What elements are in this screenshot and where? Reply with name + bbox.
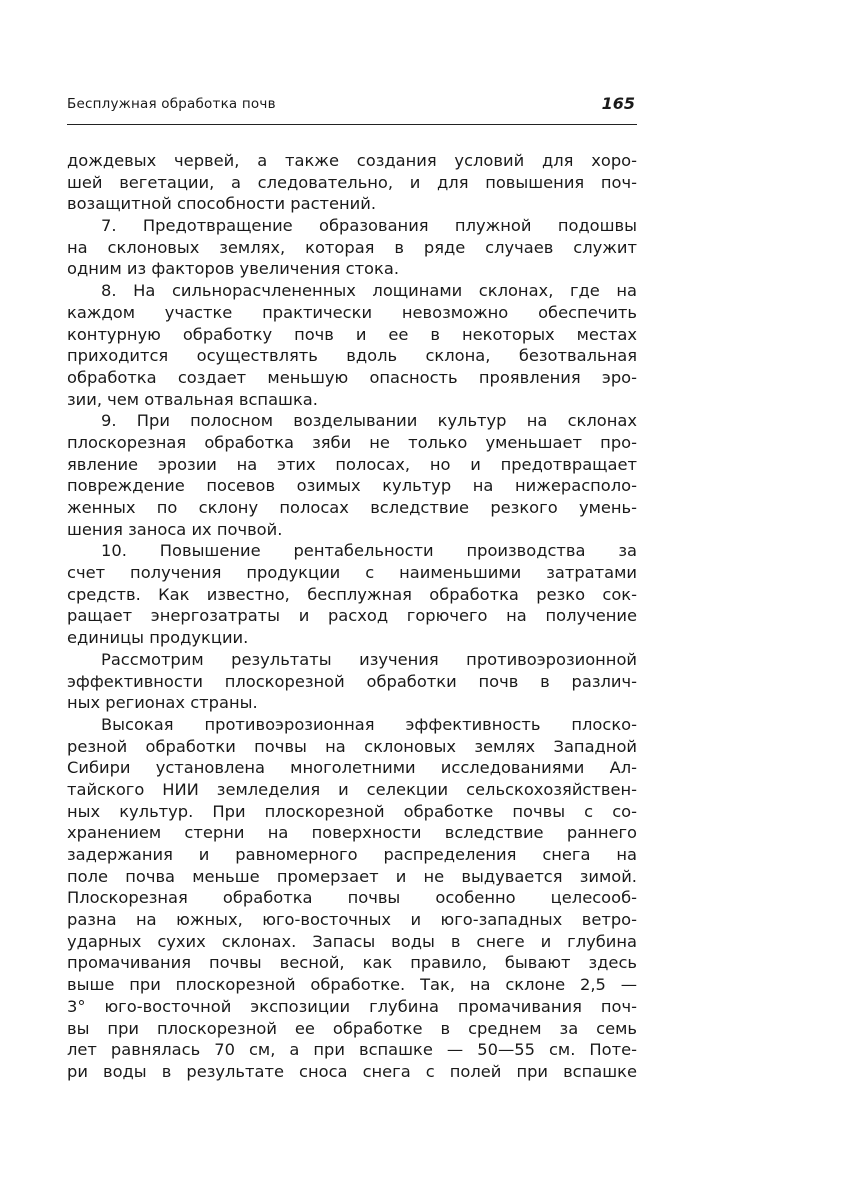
text-line: средств. Как известно, бесплужная обработка резко сок- [67,584,637,604]
text-line: ри воды в результате сноса снега с полей при вспашке [67,1061,637,1081]
text-line: 10. Повышение рентабельности производства за [101,541,637,561]
text-line: Сибири установлена многолетними исследованиями Ал- [67,758,637,778]
text-line: повреждение посевов озимых культур на нижерасполо- [67,476,637,496]
text-line: поле почва меньше промерзает и не выдувается зимой. [67,866,637,886]
text-line: тайского НИИ земледелия и селекции сельскохозяйствен- [67,779,637,799]
text-line: ращает энергозатраты и расход горючего на получение [67,606,637,626]
text-line: женных по склону полосах вследствие резкого умень- [67,498,637,517]
text-line: промачивания почвы весной, как правило, бывают здесь [67,953,637,973]
text-line: резной обработки почвы на склоновых землях Западной [67,736,637,756]
text-line: вы при плоскорезной ее обработке в среднем за семь [67,1018,637,1038]
text-line: счет получения продукции с наименьшими затратами [67,563,637,583]
text-line: ных культур. При плоскорезной обработке почвы с со- [67,801,637,821]
text-line: плоскорезная обработка зяби не только уменьшает про- [67,432,637,452]
body-text [67,150,637,1083]
page-number: 165 [601,94,635,113]
text-line: 9. При полосном возделывании культур на склонах [101,411,637,431]
text-line: шения заноса их почвой. [67,519,283,539]
text-line: дождевых червей, а также создания условий для хоро- [67,151,637,170]
text-line: задержания и равномерного распределения снега на [67,845,637,864]
text-line: лет равнялась 70 см, а при вспашке — 50—55 см. Поте- [67,1040,637,1060]
text-line: на склоновых землях, которая в ряде случаев служит [67,237,637,257]
text-line: Плоскорезная обработка почвы особенно целесооб- [67,888,637,908]
page-header [67,94,637,125]
text-line: выше при плоскорезной обработке. Так, на склоне 2,5 — [67,975,637,995]
text-line: хранением стерни на поверхности вследствие раннего [67,823,637,843]
text-line: шей вегетации, а следовательно, и для повышения поч- [67,172,637,192]
text-line: зии, чем отвальная вспашка. [67,389,318,409]
text-line: Рассмотрим результаты изучения противоэрозионной [101,649,637,669]
text-line: 3° юго-восточной экспозиции глубина промачивания поч- [67,996,637,1016]
text-line: разна на южных, юго-восточных и юго-западных ветро- [67,910,637,930]
text-line: единицы продукции. [67,628,249,648]
text-line: одним из факторов увеличения стока. [67,259,400,279]
text-line: 7. Предотвращение образования плужной подошвы [101,216,637,236]
text-line: обработка создает меньшую опасность проявления эро- [67,367,637,387]
text-line: ударных сухих склонах. Запасы воды в снеге и глубина [67,931,637,951]
text-line: приходится осуществлять вдоль склона, безотвальная [67,346,637,366]
text-line: каждом участке практически невозможно обеспечить [67,302,637,322]
text-line: 8. На сильнорасчлененных лощинами склонах, где на [101,281,637,301]
running-title: Бесплужная обработка почв [67,96,276,112]
text-line: эффективности плоскорезной обработки почв в различ- [67,671,637,691]
text-line: контурную обработку почв и ее в некоторых местах [67,324,637,344]
text-line: ных регионах страны. [67,693,258,713]
text-line: Высокая противоэрозионная эффективность плоско- [101,714,637,734]
text-line: явление эрозии на этих полосах, но и предотвращает [67,454,637,474]
text-line: возащитной способности растений. [67,194,377,214]
